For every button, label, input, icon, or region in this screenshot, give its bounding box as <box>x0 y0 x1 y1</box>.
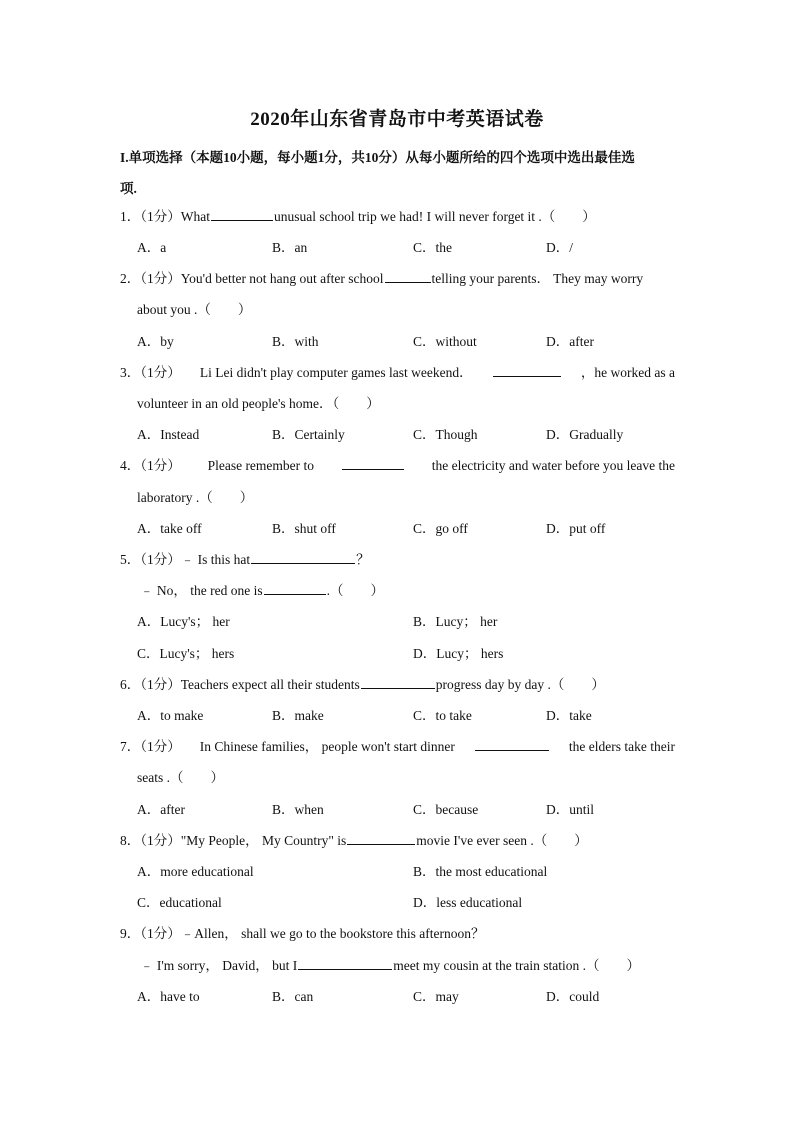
answer-blank <box>298 957 392 970</box>
option-d: D．take <box>546 708 592 723</box>
answer-blank <box>211 208 273 221</box>
question-number: 5．（1分） <box>120 552 181 567</box>
section-heading-cont <box>120 177 680 197</box>
option-b: B．shut off <box>272 521 336 536</box>
answer-blank <box>361 676 435 689</box>
option-b: B．an <box>272 240 308 255</box>
option-c: C．go off <box>413 521 468 536</box>
option-a: A．have to <box>137 989 200 1004</box>
question-text: "My People， My Country" is <box>180 833 347 848</box>
section-heading-line1: I.单项选择（本题10小题，每小题1分，共10分）从每小题所给的四个选项中选出最佳选 <box>120 150 635 165</box>
option-a: A．after <box>137 802 185 817</box>
answer-blank <box>342 457 404 470</box>
question-text: ？ <box>356 552 370 567</box>
option-c: C．may <box>413 989 459 1004</box>
question-text: ﹣ Is this hat <box>180 552 251 567</box>
answer-blank <box>475 738 549 751</box>
answer-blank <box>385 270 431 283</box>
question-1 <box>120 208 596 226</box>
question-text: unusual school trip we had! I will never forget it .（ ） <box>274 209 596 224</box>
option-d: D．could <box>546 989 600 1004</box>
answer-blank <box>251 551 355 564</box>
option-b: B．the most educational <box>413 864 548 879</box>
option-a: A．to make <box>137 708 204 723</box>
question-7 <box>120 738 675 756</box>
question-text: ，he worked as a <box>580 365 675 380</box>
question-6 <box>120 676 605 694</box>
option-a: A．Instead <box>137 427 200 442</box>
option-b: B．when <box>272 802 324 817</box>
section-heading <box>120 146 680 166</box>
answer-blank <box>347 832 415 845</box>
question-text: the elders take their <box>568 739 675 754</box>
question-9-reply <box>140 957 640 975</box>
option-a: A．by <box>137 334 174 349</box>
question-number: 4．（1分） <box>120 458 181 473</box>
option-d: D．/ <box>546 240 573 255</box>
question-text: Teachers expect all their students <box>180 677 360 692</box>
question-8 <box>120 832 588 850</box>
answer-blank <box>493 364 561 377</box>
question-text: telling your parents． They may worry <box>431 271 644 286</box>
question-4-cont: laboratory .（ ） <box>137 490 254 505</box>
option-b: B．Lucy； her <box>413 614 498 629</box>
question-4 <box>120 457 675 475</box>
answer-blank <box>264 582 326 595</box>
question-text: the electricity and water before you leave the <box>431 458 675 473</box>
question-text: ﹣Allen， shall we go to the bookstore this afternoon？ <box>180 926 485 941</box>
option-d: D．less educational <box>413 895 523 910</box>
option-a: A．Lucy's； her <box>137 614 230 629</box>
option-d: D．Lucy； hers <box>413 646 504 661</box>
option-b: B．can <box>272 989 314 1004</box>
option-c: C．Though <box>413 427 478 442</box>
page-title: 2020年山东省青岛市中考英语试卷 <box>250 109 544 130</box>
option-d: D．Gradually <box>546 427 624 442</box>
question-5 <box>120 551 370 569</box>
option-b: B．make <box>272 708 324 723</box>
option-a: A．more educational <box>137 864 254 879</box>
question-text: movie I've ever seen .（ ） <box>416 833 588 848</box>
question-9 <box>120 925 484 943</box>
option-a: A．take off <box>137 521 202 536</box>
question-3-cont: volunteer in an old people's home．（ ） <box>137 396 380 411</box>
question-text: You'd better not hang out after school <box>180 271 384 286</box>
question-5-reply <box>140 582 384 600</box>
option-d: D．put off <box>546 521 606 536</box>
option-b: B．with <box>272 334 319 349</box>
question-number: 7．（1分） <box>120 739 181 754</box>
question-text: ﹣ I'm sorry， David， but I <box>140 958 298 973</box>
question-text: Li Lei didn't play computer games last weekend． <box>199 365 473 380</box>
option-c: C．the <box>413 240 452 255</box>
question-2-cont: about you .（ ） <box>137 302 252 317</box>
option-b: B．Certainly <box>272 427 345 442</box>
option-a: A．a <box>137 240 167 255</box>
option-c: C．to take <box>413 708 472 723</box>
question-number: 3．（1分） <box>120 365 181 380</box>
option-c: C．Lucy's； hers <box>137 646 235 661</box>
question-text: What <box>180 209 210 224</box>
question-2 <box>120 270 675 288</box>
question-3 <box>120 364 675 382</box>
question-number: 9．（1分） <box>120 926 181 941</box>
option-c: C．educational <box>137 895 222 910</box>
question-number: 8．（1分） <box>120 833 181 848</box>
question-number: 6．（1分） <box>120 677 181 692</box>
option-c: C．without <box>413 334 477 349</box>
section-heading-line2: 项. <box>120 181 137 196</box>
question-7-cont: seats .（ ） <box>137 770 224 785</box>
question-text: Please remember to <box>207 458 315 473</box>
question-number: 1．（1分） <box>120 209 181 224</box>
option-d: D．until <box>546 802 595 817</box>
question-text: .（ ） <box>326 583 384 598</box>
option-c: C．because <box>413 802 479 817</box>
question-text: ﹣ No， the red one is <box>140 583 263 598</box>
question-text: progress day by day .（ ） <box>435 677 605 692</box>
question-text: meet my cousin at the train station .（ ） <box>393 958 641 973</box>
question-text: In Chinese families， people won't start dinner <box>199 739 455 754</box>
question-number: 2．（1分） <box>120 271 181 286</box>
option-d: D．after <box>546 334 594 349</box>
